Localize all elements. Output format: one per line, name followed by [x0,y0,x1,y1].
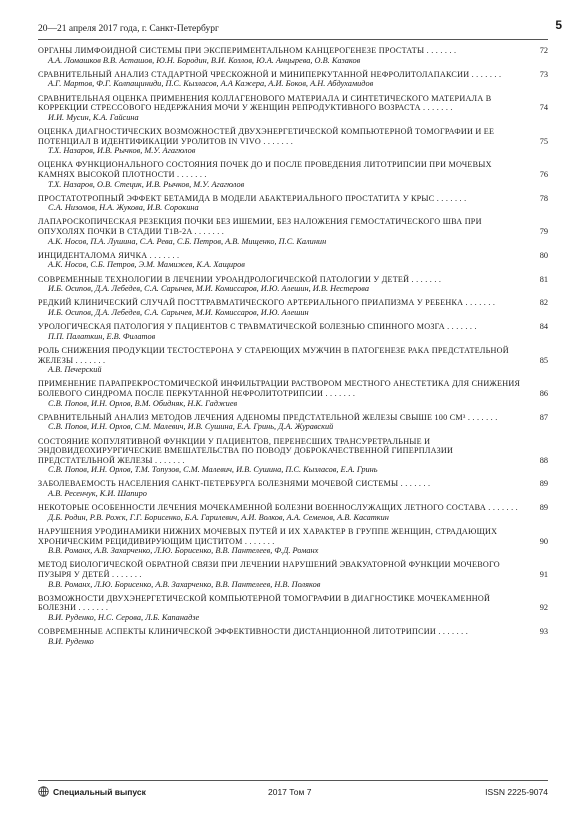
toc-entry-title-text: ПРИМЕНЕНИЕ ПАРАПРЕКРОСТОМИЧЕСКОЙ ИНФИЛЬТРАЦИИ РАСТВОРОМ МЕСТНОГО АНЕСТЕТИКА ДЛЯ СНИЖЕНИЯ БОЛЕВОГО СИНДРОМА ПОСЛЕ ПЕРКУТАННОЙ НЕФРОЛИТОТРИПСИИ [38,379,521,398]
toc-entry-title[interactable]: СРАВНИТЕЛЬНЫЙ АНАЛИЗ СТАДАРТНОЙ ЧРЕСКОЖНОЙ И МИНИПЕРКУТАННОЙ НЕФРОЛИТОЛАПАКСИИ . . . . . . . 73 [38,69,548,79]
toc-entry-title-text: СОВРЕМЕННЫЕ АСПЕКТЫ КЛИНИЧЕСКОЙ ЭФФЕКТИВНОСТИ ДИСТАНЦИОННОЙ ЛИТОТРИПСИИ [38,627,437,637]
toc-entry-page-number: 80 [539,250,548,260]
toc-entry-title[interactable]: НЕКОТОРЫЕ ОСОБЕННОСТИ ЛЕЧЕНИЯ МОЧЕКАМЕННОЙ БОЛЕЗНИ ВОЕННОСЛУЖАЩИХ ЛЕТНОГО СОСТАВА . . . . . . . 89 [38,503,548,513]
toc-entry-title-text: СОВРЕМЕННЫЕ ТЕХНОЛОГИИ В ЛЕЧЕНИИ УРОАНДРОЛОГИЧЕСКОЙ ПАТОЛОГИИ У ДЕТЕЙ [38,274,410,284]
toc-entry-title[interactable]: СРАВНИТЕЛЬНАЯ ОЦЕНКА ПРИМЕНЕНИЯ КОЛЛАГЕНОВОГО МАТЕРИАЛА И СИНТЕТИЧЕСКОГО МАТЕРИАЛА В КОРРЕКЦИИ СТРЕССОВОГО НЕДЕРЖАНИЯ МОЧИ У ЖЕНЩИН РЕПРОДУКТИВНОГО ВОЗРАСТА . . . . . . . 74 [38,93,548,113]
toc-entry-authors: А.К. Носов, С.Б. Петров, Э.М. Мамижев, К.А. Хащиров [48,260,245,270]
toc-entry-authors: Т.Х. Назаров, И.В. Рычков, М.У. Агагюлов [48,146,196,156]
toc-entry[interactable] [38,298,548,318]
toc-entry-title-text: СРАВНИТЕЛЬНАЯ ОЦЕНКА ПРИМЕНЕНИЯ КОЛЛАГЕНОВОГО МАТЕРИАЛА И СИНТЕТИЧЕСКОГО МАТЕРИАЛА В КОРРЕКЦИИ СТРЕССОВОГО НЕДЕРЖАНИЯ МОЧИ У ЖЕНЩИН РЕПРОДУКТИВНОГО ВОЗРАСТА [38,93,492,113]
conference-date-place: 20—21 апреля 2017 года, г. Санкт-Петербург [38,24,219,34]
globe-icon [38,786,49,797]
toc-entry-authors: И.Б. Осипов, Д.А. Лебедев, С.А. Сарычев, М.И. Комиссаров, И.Ю. Алешин [48,308,309,317]
toc-entry-page-number: 79 [539,227,548,237]
page-header [38,18,562,40]
toc-entry-authors: П.П. Палаткин, Е.В. Филатов [48,331,156,341]
toc-entry[interactable] [38,160,548,189]
toc-entry-page-number: 78 [539,193,548,203]
toc-entry-title-text: РОЛЬ СНИЖЕНИЯ ПРОДУКЦИИ ТЕСТОСТЕРОНА У СТАРЕЮЩИХ МУЖЧИН В ПАТОГЕНЕЗЕ РАКА ПРЕДСТАТЕЛЬНОЙ ЖЕЛЕЗЫ [38,345,509,365]
toc-entry-title-text: ОЦЕНКА ФУНКЦИОНАЛЬНОГО СОСТОЯНИЯ ПОЧЕК ДО И ПОСЛЕ ПРОВЕДЕНИЯ ЛИТОТРИПСИИ ПРИ МОЧЕВЫХ КАМНЯХ ВЫСОКОЙ ПЛОТНОСТИ [38,160,492,179]
toc-entry-page-number: 85 [539,355,548,365]
toc-entry-authors: А.В. Печерский [48,365,102,375]
toc-entry-page-number: 76 [539,169,548,179]
toc-entry-title[interactable]: ИНЦИДЕНТАЛОМА ЯИЧКА . . . . . . . 80 [38,250,548,260]
toc-entry-page-number: 89 [539,503,548,513]
toc-entry-page-number: 87 [539,412,548,422]
toc-entry[interactable] [38,217,548,246]
toc-entry-authors: С.А. Низомов, Н.А. Жукова, И.В. Сорокина [48,203,199,213]
toc-entry-title[interactable]: ЗАБОЛЕВАЕМОСТЬ НАСЕЛЕНИЯ САНКТ-ПЕТЕРБУРГА БОЛЕЗНЯМИ МОЧЕВОЙ СИСТЕМЫ . . . . . . . 89 [38,479,548,489]
year-volume: 2017 Том 7 [268,787,312,797]
toc-entry[interactable] [38,275,548,295]
page-footer [38,786,548,800]
toc-entry-authors: Д.Б. Родин, Р.В. Рожк, Г.Г. Борисенко, Б.А. Гарилевич, А.И. Волков, А.А. Семенов, А.В. Касаткин [48,512,389,522]
toc-entry[interactable] [38,194,548,214]
toc-entry-title[interactable]: ПРИМЕНЕНИЕ ПАРАПРЕКРОСТОМИЧЕСКОЙ ИНФИЛЬТРАЦИИ РАСТВОРОМ МЕСТНОГО АНЕСТЕТИКА ДЛЯ СНИЖЕНИЯ БОЛЕВОГО СИНДРОМА ПОСЛЕ ПЕРКУТАННОЙ НЕФРОЛИТОТРИПСИИ . . . . . . . 86 [38,379,548,398]
toc-entry-authors: А.А. Ломашков В.В. Асташов, Ю.Н. Бородин, В.И. Козлов, Ю.А. Анцырева, О.В. Казаков [48,55,361,65]
toc-entry[interactable] [38,379,548,408]
toc-entry-authors: Т.Х. Назаров, О.В. Стецик, И.В. Рычков, М.У. Агагюлов [48,179,245,189]
toc-entry-authors: И.И. Мусин, К.А. Гайсина [48,112,139,122]
toc-entry-authors: С.В. Попов, И.Н. Орлов, С.М. Малевич, И.В. Сушина, Е.А. Гринь, Д.А. Журавский [48,422,334,432]
toc-entry-title-text: ПРОСТАТОТРОПНЫЙ ЭФФЕКТ БЕТАМИДА В МОДЕЛИ АБАКТЕРИАЛЬНОГО ПРОСТАТИТА У КРЫС [38,193,435,203]
toc-entry[interactable] [38,560,548,589]
issn: ISSN 2225-9074 [485,787,548,797]
toc-entry-title[interactable]: ЛАПАРОСКОПИЧЕСКАЯ РЕЗЕКЦИЯ ПОЧКИ БЕЗ ИШЕМИИ, БЕЗ НАЛОЖЕНИЯ ГЕМОСТАТИЧЕСКОГО ШВА ПРИ ОПУХОЛЯХ ПОЧКИ В СТАДИИ T1B-2A . . . . . . . 79 [38,217,548,237]
toc-entry-page-number: 89 [539,479,548,489]
toc-entry-title[interactable]: ПРОСТАТОТРОПНЫЙ ЭФФЕКТ БЕТАМИДА В МОДЕЛИ АБАКТЕРИАЛЬНОГО ПРОСТАТИТА У КРЫС . . . . . . . 78 [38,193,548,203]
toc-entry-title-text: РЕДКИЙ КЛИНИЧЕСКИЙ СЛУЧАЙ ПОСТТРАВМАТИЧЕСКОГО АРТЕРИАЛЬНОГО ПРИАПИЗМА У РЕБЕНКА [38,298,464,308]
header-divider [38,39,548,40]
toc-entry-page-number: 81 [539,274,548,284]
toc-entry-title[interactable]: ОЦЕНКА ФУНКЦИОНАЛЬНОГО СОСТОЯНИЯ ПОЧЕК ДО И ПОСЛЕ ПРОВЕДЕНИЯ ЛИТОТРИПСИИ ПРИ МОЧЕВЫХ КАМНЯХ ВЫСОКОЙ ПЛОТНОСТИ . . . . . . . 76 [38,160,548,179]
toc-entry-title-text: ВОЗМОЖНОСТИ ДВУХЭНЕРГЕТИЧЕСКОЙ КОМПЬЮТЕРНОЙ ТОМОГРАФИИ В ДИАГНОСТИКЕ МОЧЕКАМЕННОЙ БОЛЕЗНИ [38,593,491,613]
toc-entry-title-text: НЕКОТОРЫЕ ОСОБЕННОСТИ ЛЕЧЕНИЯ МОЧЕКАМЕННОЙ БОЛЕЗНИ ВОЕННОСЛУЖАЩИХ ЛЕТНОГО СОСТАВА [38,503,486,513]
toc-entry-title[interactable]: СОВРЕМЕННЫЕ ТЕХНОЛОГИИ В ЛЕЧЕНИИ УРОАНДРОЛОГИЧЕСКОЙ ПАТОЛОГИИ У ДЕТЕЙ . . . . . . . 81 [38,274,548,284]
toc-entry[interactable] [38,479,548,499]
toc-entry-authors: С.В. Попов, И.Н. Орлов, В.М. Обидняк, Н.К. Гаджиев [48,398,238,408]
toc-entry-title-text: НАРУШЕНИЯ УРОДИНАМИКИ НИЖНИХ МОЧЕВЫХ ПУТЕЙ И ИХ ХАРАКТЕР В ГРУППЕ ЖЕНЩИН, СТРАДАЮЩИХ ХРОНИЧЕСКИМ РЕЦИДИВИРУЮЩИМ ЦИСТИТОМ [38,527,498,546]
toc-entry[interactable] [38,346,548,375]
toc-entry-authors: А.К. Носов, П.А. Лушина, С.А. Рева, С.Б. Петров, А.В. Мищенко, П.С. Калинин [48,236,327,246]
toc-entry-authors: В.И. Руденко, Н.С. Серова, Л.Б. Капанадзе [48,612,200,622]
toc-entry-title[interactable]: СОВРЕМЕННЫЕ АСПЕКТЫ КЛИНИЧЕСКОЙ ЭФФЕКТИВНОСТИ ДИСТАНЦИОННОЙ ЛИТОТРИПСИИ . . . . . . . 93 [38,627,548,637]
issue-label-group [38,786,146,797]
toc-entry-title[interactable]: УРОЛОГИЧЕСКАЯ ПАТОЛОГИЯ У ПАЦИЕНТОВ С ТРАВМАТИЧЕСКОЙ БОЛЕЗНЬЮ СПИННОГО МОЗГА . . . . . . . 84 [38,322,548,332]
toc-entry-title-text: СРАВНИТЕЛЬНЫЙ АНАЛИЗ СТАДАРТНОЙ ЧРЕСКОЖНОЙ И МИНИПЕРКУТАННОЙ НЕФРОЛИТОЛАПАКСИИ [38,69,470,79]
toc-entry[interactable] [38,413,548,433]
table-of-contents [38,46,548,651]
toc-entry-page-number: 73 [539,69,548,79]
toc-entry-title-text: МЕТОД БИОЛОГИЧЕСКОЙ ОБРАТНОЙ СВЯЗИ ПРИ ЛЕЧЕНИИ НАРУШЕНИЙ ЭВАКУАТОРНОЙ ФУНКЦИИ МОЧЕВОГО ПУЗЫРЯ У ДЕТЕЙ [38,560,500,579]
toc-entry-page-number: 86 [539,388,548,398]
toc-entry[interactable] [38,94,548,123]
toc-entry-title-text: СРАВНИТЕЛЬНЫЙ АНАЛИЗ МЕТОДОВ ЛЕЧЕНИЯ АДЕНОМЫ ПРЕДСТАТЕЛЬНОЙ ЖЕЛЕЗЫ СВЫШЕ 100 СМ³ [38,412,466,422]
toc-entry-title-text: ОЦЕНКА ДИАГНОСТИЧЕСКИХ ВОЗМОЖНОСТЕЙ ДВУХЭНЕРГЕТИЧЕСКОЙ КОМПЬЮТЕРНОЙ ТОМОГРАФИИ И ЕЕ ПОТЕНЦИАЛ В ИДЕНТИФИКАЦИИ УРОЛИТОВ IN VIVO [38,126,495,146]
toc-entry[interactable] [38,322,548,342]
toc-entry-page-number: 74 [539,103,548,113]
toc-entry-title[interactable]: ВОЗМОЖНОСТИ ДВУХЭНЕРГЕТИЧЕСКОЙ КОМПЬЮТЕРНОЙ ТОМОГРАФИИ В ДИАГНОСТИКЕ МОЧЕКАМЕННОЙ БОЛЕЗНИ . . . . . . . 92 [38,593,548,613]
toc-entry-title[interactable]: СОСТОЯНИЕ КОПУЛЯТИВНОЙ ФУНКЦИИ У ПАЦИЕНТОВ, ПЕРЕНЕСШИХ ТРАНСУРЕТРАЛЬНЫЕ И ЭНДОВИДЕОХИРУРГИЧЕСКИЕ ВМЕШАТЕЛЬСТВА ПО ПОВОДУ ДОБРОКАЧЕСТВЕННОЙ ГИПЕРПЛАЗИИ ПРЕДСТАТЕЛЬНОЙ ЖЕЛЕЗЫ . . . . . . . 88 [38,436,548,465]
toc-entry-page-number: 75 [539,136,548,146]
toc-entry-title[interactable]: СРАВНИТЕЛЬНЫЙ АНАЛИЗ МЕТОДОВ ЛЕЧЕНИЯ АДЕНОМЫ ПРЕДСТАТЕЛЬНОЙ ЖЕЛЕЗЫ СВЫШЕ 100 СМ³ . . . . . . . 87 [38,412,548,422]
toc-entry-authors: А.В. Ресенчук, К.И. Шапиро [48,489,147,499]
toc-entry-title-text: СОСТОЯНИЕ КОПУЛЯТИВНОЙ ФУНКЦИИ У ПАЦИЕНТОВ, ПЕРЕНЕСШИХ ТРАНСУРЕТРАЛЬНЫЕ И ЭНДОВИДЕОХИРУРГИЧЕСКИЕ ВМЕШАТЕЛЬСТВА ПО ПОВОДУ ДОБРОКАЧЕСТВЕННОЙ ГИПЕРПЛАЗИИ ПРЕДСТАТЕЛЬНОЙ ЖЕЛЕЗЫ [38,436,454,465]
toc-entry[interactable] [38,46,548,66]
issue-label: Специальный выпуск [53,786,146,797]
toc-entry-title[interactable]: МЕТОД БИОЛОГИЧЕСКОЙ ОБРАТНОЙ СВЯЗИ ПРИ ЛЕЧЕНИИ НАРУШЕНИЙ ЭВАКУАТОРНОЙ ФУНКЦИИ МОЧЕВОГО ПУЗЫРЯ У ДЕТЕЙ . . . . . . . 91 [38,560,548,579]
toc-entry-title[interactable]: РОЛЬ СНИЖЕНИЯ ПРОДУКЦИИ ТЕСТОСТЕРОНА У СТАРЕЮЩИХ МУЖЧИН В ПАТОГЕНЕЗЕ РАКА ПРЕДСТАТЕЛЬНОЙ ЖЕЛЕЗЫ . . . . . . . 85 [38,345,548,365]
toc-entry-title-text: ИНЦИДЕНТАЛОМА ЯИЧКА [38,250,148,260]
toc-entry-title-text: ЗАБОЛЕВАЕМОСТЬ НАСЕЛЕНИЯ САНКТ-ПЕТЕРБУРГА БОЛЕЗНЯМИ МОЧЕВОЙ СИСТЕМЫ [38,479,399,489]
toc-entry[interactable] [38,594,548,623]
toc-entry[interactable] [38,627,548,647]
toc-entry[interactable] [38,437,548,476]
toc-entry-page-number: 91 [539,570,548,579]
toc-entry[interactable] [38,127,548,156]
toc-entry-authors: В.В. Романх, А.В. Захарченко, Л.Ю. Борисенко, В.В. Пантелеев, Ф.Д. Романх [48,546,319,556]
toc-entry[interactable] [38,70,548,90]
toc-entry-title-text: ЛАПАРОСКОПИЧЕСКАЯ РЕЗЕКЦИЯ ПОЧКИ БЕЗ ИШЕМИИ, БЕЗ НАЛОЖЕНИЯ ГЕМОСТАТИЧЕСКОГО ШВА ПРИ ОПУХОЛЯХ ПОЧКИ В СТАДИИ T1B-2A [38,217,482,237]
toc-entry-page-number: 93 [539,627,548,637]
toc-entry[interactable] [38,503,548,523]
toc-entry-authors: С.В. Попов, И.Н. Орлов, Т.М. Топузов, С.М. Малевич, И.В. Сушина, П.С. Кызласов, Е.А. Гринь [48,465,378,475]
toc-entry-authors: В.И. Руденко [48,636,94,646]
toc-entry-title[interactable]: ОРГАНЫ ЛИМФОИДНОЙ СИСТЕМЫ ПРИ ЭКСПЕРИМЕНТАЛЬНОМ КАНЦЕРОГЕНЕЗЕ ПРОСТАТЫ . . . . . . . 72 [38,46,548,55]
toc-entry-page-number: 88 [539,455,548,465]
toc-entry-page-number: 90 [539,536,548,546]
toc-entry-title[interactable]: НАРУШЕНИЯ УРОДИНАМИКИ НИЖНИХ МОЧЕВЫХ ПУТЕЙ И ИХ ХАРАКТЕР В ГРУППЕ ЖЕНЩИН, СТРАДАЮЩИХ ХРОНИЧЕСКИМ РЕЦИДИВИРУЮЩИМ ЦИСТИТОМ . . . . . . . 90 [38,527,548,546]
toc-entry-title[interactable]: ОЦЕНКА ДИАГНОСТИЧЕСКИХ ВОЗМОЖНОСТЕЙ ДВУХЭНЕРГЕТИЧЕСКОЙ КОМПЬЮТЕРНОЙ ТОМОГРАФИИ И ЕЕ ПОТЕНЦИАЛ В ИДЕНТИФИКАЦИИ УРОЛИТОВ IN VIVO . . . . . . . 75 [38,126,548,146]
toc-entry-authors: А.Г. Мартов, Ф.Г. Колпащиниди, П.С. Кызласов, А.А Кажера, А.И. Боков, А.Н. Абдухамидов [48,79,374,89]
toc-entry[interactable] [38,251,548,271]
toc-entry-authors: И.Б. Осипов, Д.А. Лебедев, С.А. Сарычев, М.И. Комиссаров, И.Ю. Алешин, И.В. Нестерова [48,284,370,294]
toc-entry-page-number: 84 [539,322,548,332]
toc-entry[interactable] [38,527,548,556]
toc-entry-page-number: 72 [539,46,548,55]
toc-entry-title-text: УРОЛОГИЧЕСКАЯ ПАТОЛОГИЯ У ПАЦИЕНТОВ С ТРАВМАТИЧЕСКОЙ БОЛЕЗНЬЮ СПИННОГО МОЗГА [38,322,445,332]
toc-entry-title[interactable]: РЕДКИЙ КЛИНИЧЕСКИЙ СЛУЧАЙ ПОСТТРАВМАТИЧЕСКОГО АРТЕРИАЛЬНОГО ПРИАПИЗМА У РЕБЕНКА . . . . . . . 82 [38,298,548,308]
toc-entry-authors: В.В. Романх, Л.Ю. Борисенко, А.В. Захарченко, В.В. Пантелеев, Н.В. Поляков [48,579,321,589]
toc-entry-title-text: ОРГАНЫ ЛИМФОИДНОЙ СИСТЕМЫ ПРИ ЭКСПЕРИМЕНТАЛЬНОМ КАНЦЕРОГЕНЕЗЕ ПРОСТАТЫ [38,46,425,55]
toc-entry-page-number: 82 [539,298,548,308]
toc-entry-page-number: 92 [539,603,548,613]
footer-divider [38,780,548,781]
page-number: 5 [555,18,562,32]
